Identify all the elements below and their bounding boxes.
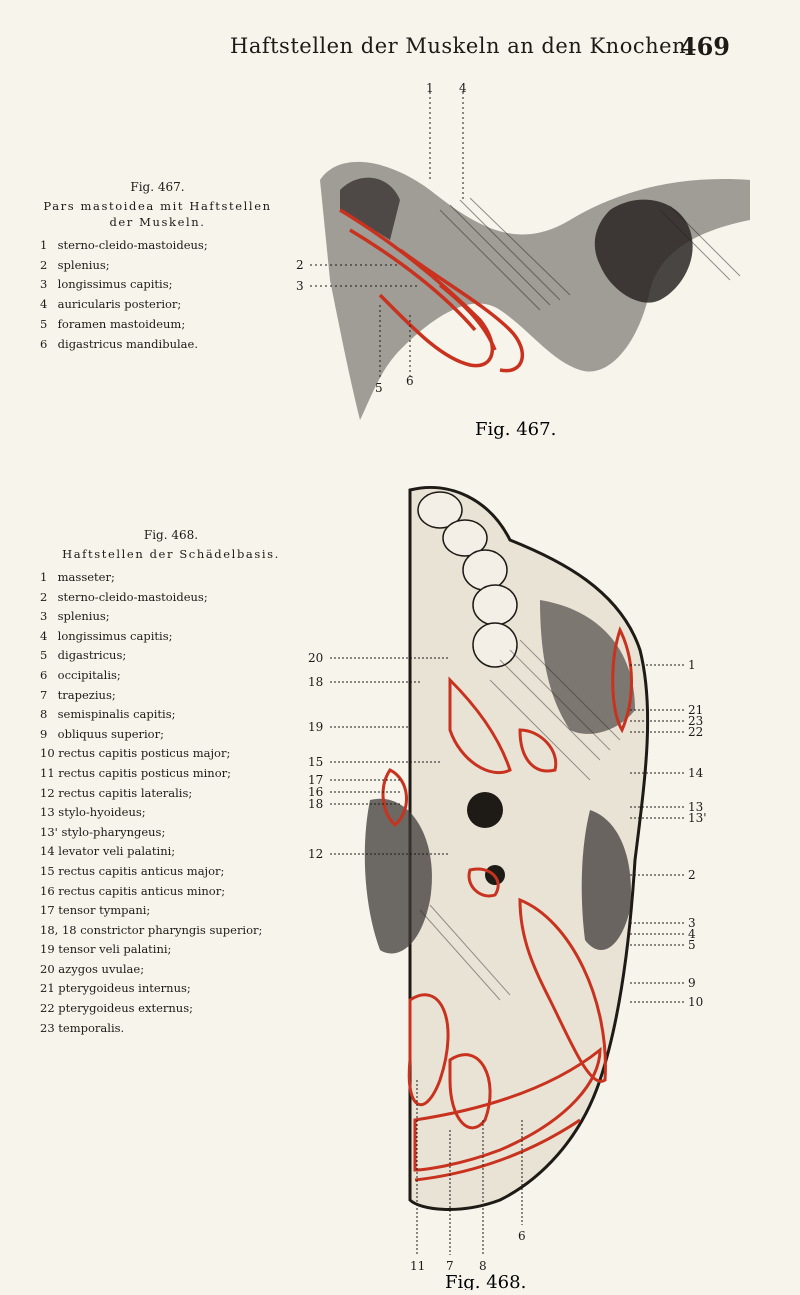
label-18b: 18 xyxy=(308,797,324,811)
label-19: 19 xyxy=(308,720,324,734)
label-r14: 14 xyxy=(688,766,704,780)
figure-468-skull-base xyxy=(300,480,720,1290)
legend-item: 20 azygos uvulae; xyxy=(40,961,145,976)
label-r23: 23 xyxy=(688,714,704,728)
legend-heading: der Muskeln. xyxy=(109,215,206,229)
label-6: 6 xyxy=(406,374,414,388)
label-3: 3 xyxy=(296,279,304,293)
figure-caption-468: Fig. 468. xyxy=(445,1272,527,1290)
legend-item: 12 rectus capitis lateralis; xyxy=(40,785,193,800)
legend-fig-467 xyxy=(40,180,275,354)
legend-item: 5 digastricus; xyxy=(40,648,127,663)
page-number: 469 xyxy=(679,32,730,61)
label-17: 17 xyxy=(308,773,324,787)
label-b7: 7 xyxy=(446,1259,454,1273)
label-r5: 5 xyxy=(688,938,696,952)
legend-list xyxy=(40,236,275,354)
figure-caption-467: Fig. 467. xyxy=(475,419,557,440)
label-r3: 3 xyxy=(688,916,696,930)
legend-heading: Pars mastoidea mit Haftstellen xyxy=(43,199,272,213)
label-r13: 13 xyxy=(688,800,704,814)
legend-item: 6 occipitalis; xyxy=(40,667,121,682)
label-b8: 8 xyxy=(479,1259,487,1273)
legend-item: 2 sterno-cleido-mastoideus; xyxy=(40,589,208,604)
label-1: 1 xyxy=(426,81,434,95)
label-20: 20 xyxy=(308,651,324,665)
legend-item: 6 digastricus mandibulae. xyxy=(40,336,198,351)
legend-item: 13' stylo-pharyngeus; xyxy=(40,824,166,839)
running-title: Haftstellen der Muskeln an den Knochen. xyxy=(230,34,694,58)
legend-item: 23 temporalis. xyxy=(40,1020,125,1035)
legend-item: 3 splenius; xyxy=(40,609,110,624)
label-r22: 22 xyxy=(688,725,704,739)
label-2: 2 xyxy=(296,258,304,272)
label-r2: 2 xyxy=(688,868,696,882)
legend-item: 8 semispinalis capitis; xyxy=(40,707,176,722)
legend-heading: Haftstellen der Schädelbasis. xyxy=(62,547,280,561)
page-header xyxy=(0,34,800,64)
legend-item: 1 masseter; xyxy=(40,570,115,584)
legend-item: 10 rectus capitis posticus major; xyxy=(40,746,231,761)
legend-item: 5 foramen mastoideum; xyxy=(40,316,186,331)
legend-list xyxy=(40,568,302,1038)
figure-467-mastoid xyxy=(280,80,760,440)
label-r13p: 13' xyxy=(688,811,707,825)
label-r9: 9 xyxy=(688,976,696,990)
label-r21: 21 xyxy=(688,703,704,717)
legend-item: 17 tensor tympani; xyxy=(40,903,151,918)
mastoid-illustration xyxy=(280,80,760,440)
legend-item: 19 tensor veli palatini; xyxy=(40,942,172,957)
legend-item: 9 obliquus superior; xyxy=(40,726,164,741)
skull-base-illustration xyxy=(300,480,720,1290)
legend-item: 18, 18 constrictor pharyngis superior; xyxy=(40,922,263,937)
legend-fig-468 xyxy=(40,528,302,1038)
label-16: 16 xyxy=(308,785,324,799)
label-r4: 4 xyxy=(688,927,696,941)
label-r10: 10 xyxy=(688,995,704,1009)
legend-item: 22 pterygoideus externus; xyxy=(40,1001,193,1016)
label-b6: 6 xyxy=(518,1229,526,1243)
legend-item: 4 auricularis posterior; xyxy=(40,297,182,312)
legend-item: 3 longissimus capitis; xyxy=(40,277,173,292)
label-b11: 11 xyxy=(410,1259,426,1273)
legend-caption: Fig. 467. xyxy=(130,180,185,194)
legend-item: 11 rectus capitis posticus minor; xyxy=(40,765,231,780)
label-18: 18 xyxy=(308,675,324,689)
legend-item: 13 stylo-hyoideus; xyxy=(40,805,146,820)
legend-item: 16 rectus capitis anticus minor; xyxy=(40,883,226,898)
legend-item: 2 splenius; xyxy=(40,257,110,272)
legend-caption: Fig. 468. xyxy=(143,528,199,542)
label-r1: 1 xyxy=(688,658,696,672)
legend-item: 15 rectus capitis anticus major; xyxy=(40,863,225,878)
legend-item: 1 sterno-cleido-mastoideus; xyxy=(40,238,208,252)
legend-item: 7 trapezius; xyxy=(40,687,116,702)
label-12: 12 xyxy=(308,847,324,861)
legend-item: 21 pterygoideus internus; xyxy=(40,981,191,996)
legend-item: 4 longissimus capitis; xyxy=(40,628,173,643)
label-15: 15 xyxy=(308,755,324,769)
label-4: 4 xyxy=(459,81,467,95)
legend-item: 14 levator veli palatini; xyxy=(40,844,176,859)
label-5: 5 xyxy=(375,381,383,395)
